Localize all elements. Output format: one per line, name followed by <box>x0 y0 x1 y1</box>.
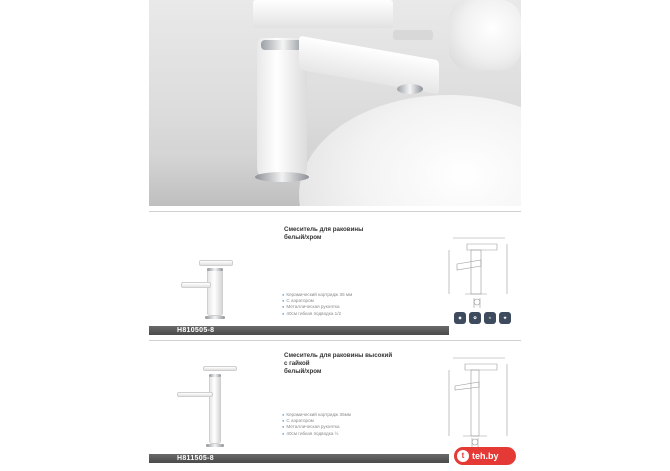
divider <box>149 211 521 212</box>
towel <box>449 0 521 70</box>
brand-badge <box>454 447 516 465</box>
technical-drawing <box>447 352 519 452</box>
model-bar <box>149 454 449 463</box>
warranty-icon: ★ <box>499 312 511 324</box>
model-bar <box>149 326 449 335</box>
technical-drawing <box>447 230 519 310</box>
list-item: ● Керамический картридж 35мм <box>282 412 351 418</box>
feature-list <box>282 412 351 437</box>
product-card <box>149 216 521 340</box>
faucet-aerator <box>397 84 423 94</box>
model-code: H810505-8 <box>177 327 215 334</box>
model-code: H811505-8 <box>177 455 214 462</box>
product-image <box>169 358 259 448</box>
product-title: Смеситель для раковины белый/хром <box>284 226 364 241</box>
washbasin <box>299 95 521 206</box>
list-item: ● 40см гибкая подводка 1/2 <box>282 311 352 317</box>
product-image <box>169 238 259 328</box>
hero-product-photo <box>149 0 521 206</box>
eco-icon: ✿ <box>469 312 481 324</box>
soap-dispenser <box>393 30 433 40</box>
list-item: ● Металлическая рукоятка <box>282 424 351 430</box>
water-drop-icon: ◆ <box>454 312 466 324</box>
product-title: Смеситель для раковины высокий с гайкой белый/хром <box>284 352 393 375</box>
list-item: ● Металлическая рукоятка <box>282 304 352 310</box>
certification-icons <box>454 312 511 324</box>
list-item: ● Керамический картридж 35 мм <box>282 292 352 298</box>
faucet-base <box>255 172 309 182</box>
feature-list <box>282 292 352 317</box>
brand-name: teh.by <box>472 451 499 461</box>
list-item: ● С аэратором <box>282 418 351 424</box>
brand-logo-mark: t <box>457 450 469 462</box>
list-item: ● 40см гибкая подводка ½ <box>282 431 351 437</box>
list-item: ● С аэратором <box>282 298 352 304</box>
faucet-handle <box>253 0 393 28</box>
flow-icon: ≈ <box>484 312 496 324</box>
